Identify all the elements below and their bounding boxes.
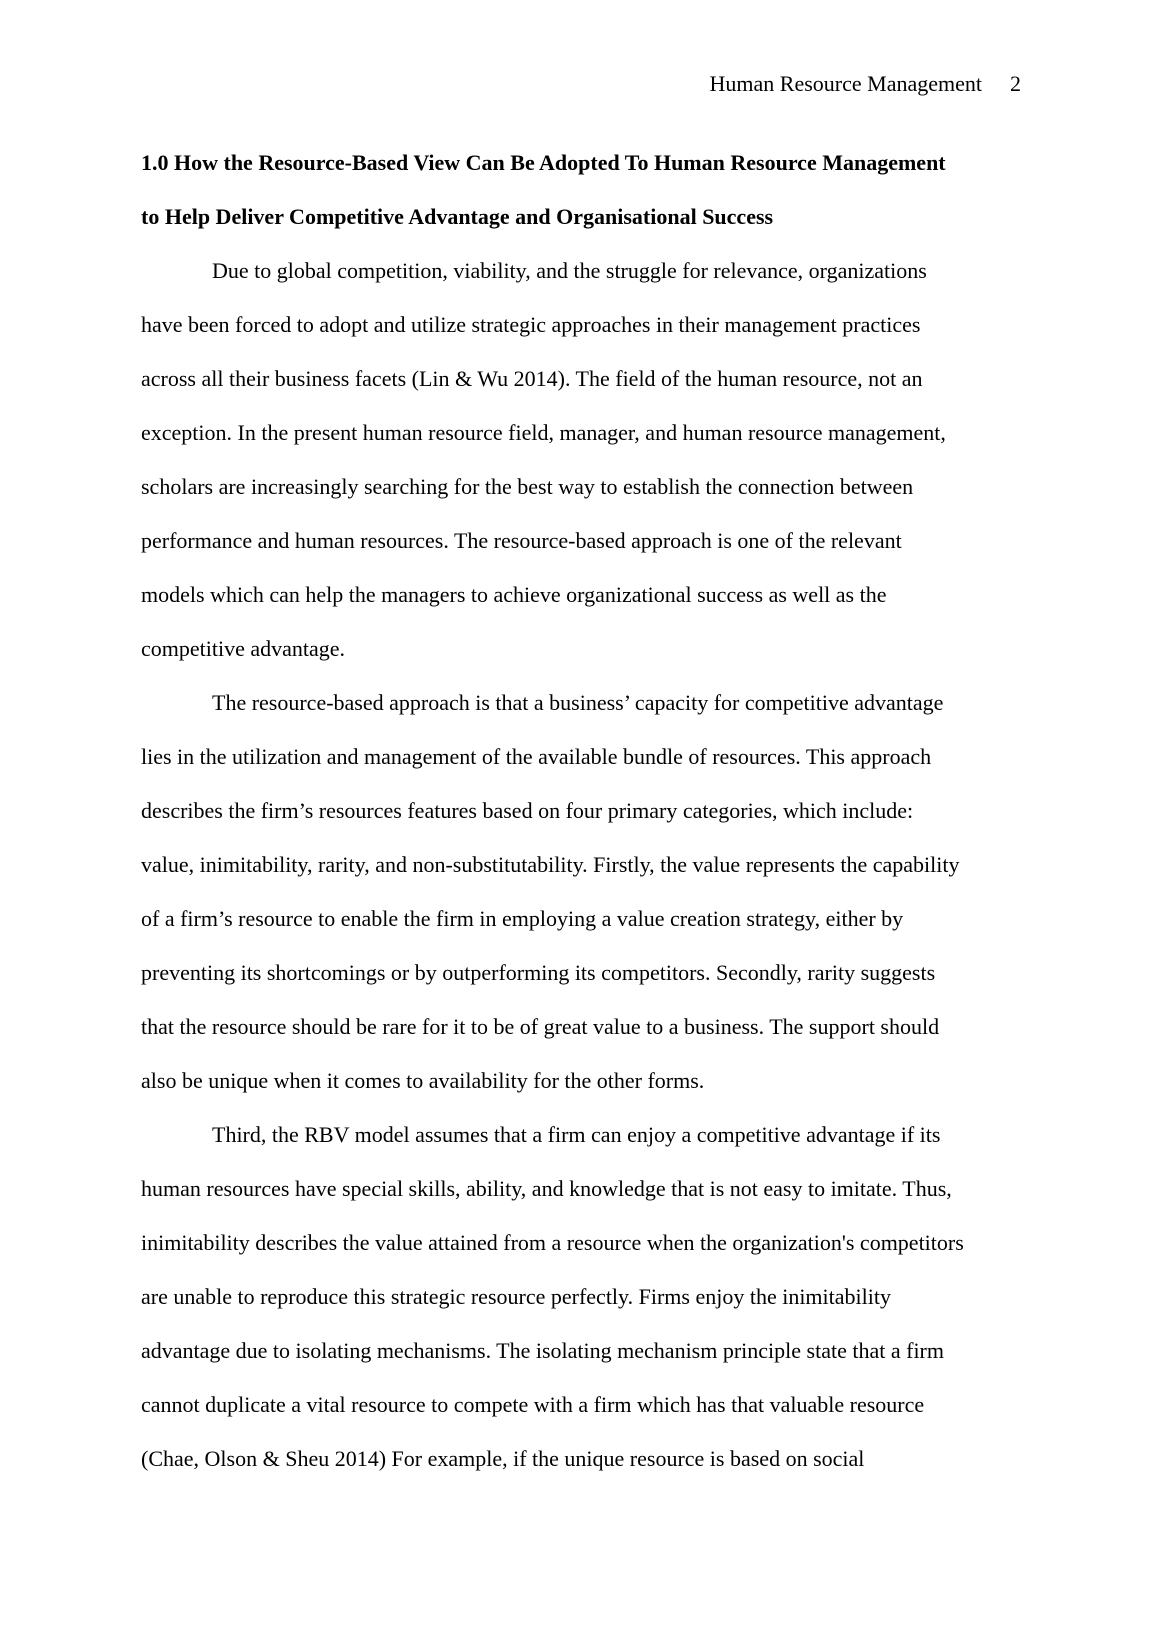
- paragraph-line: Third, the RBV model assumes that a firm can enjoy a competitive advantage if its: [212, 1122, 941, 1147]
- paragraph-2: [141, 676, 1021, 1108]
- paragraph-line: have been forced to adopt and utilize strategic approaches in their management practices: [141, 312, 921, 337]
- paragraph-line: advantage due to isolating mechanisms. The isolating mechanism principle state that a firm: [141, 1338, 944, 1363]
- heading-line: to Help Deliver Competitive Advantage and Organisational Success: [141, 204, 774, 229]
- paragraph-line: Due to global competition, viability, and the struggle for relevance, organizations: [212, 258, 927, 283]
- paragraph-1: [141, 244, 1021, 676]
- running-head-title: Human Resource Management: [709, 71, 982, 96]
- paragraph-line: models which can help the managers to achieve organizational success as well as the: [141, 582, 887, 607]
- paragraph-line: of a firm’s resource to enable the firm in employing a value creation strategy, either by: [141, 906, 904, 931]
- paragraph-line: also be unique when it comes to availability for the other forms.: [141, 1068, 705, 1093]
- paragraph-line: (Chae, Olson & Sheu 2014) For example, if the unique resource is based on social: [141, 1446, 865, 1471]
- paragraph-line: value, inimitability, rarity, and non-substitutability. Firstly, the value represents the capability: [141, 852, 960, 877]
- paragraph-line: across all their business facets (Lin & Wu 2014). The field of the human resource, not an: [141, 366, 923, 391]
- heading-line: 1.0 How the Resource-Based View Can Be Adopted To Human Resource Management: [141, 150, 946, 175]
- paragraph-line: cannot duplicate a vital resource to compete with a firm which has that valuable resource: [141, 1392, 925, 1417]
- document-body: [141, 136, 1021, 1486]
- paragraph-line: human resources have special skills, ability, and knowledge that is not easy to imitate. Thus,: [141, 1176, 952, 1201]
- paragraph-3: [141, 1108, 1021, 1486]
- paragraph-line: inimitability describes the value attained from a resource when the organization's competitors: [141, 1230, 964, 1255]
- paragraph-line: exception. In the present human resource field, manager, and human resource management,: [141, 420, 946, 445]
- paragraph-line: The resource-based approach is that a business’ capacity for competitive advantage: [212, 690, 944, 715]
- paragraph-line: scholars are increasingly searching for the best way to establish the connection between: [141, 474, 914, 499]
- page-number: 2: [1010, 71, 1021, 96]
- section-heading: [141, 136, 1021, 244]
- paragraph-line: preventing its shortcomings or by outperforming its competitors. Secondly, rarity suggests: [141, 960, 936, 985]
- paragraph-line: describes the firm’s resources features based on four primary categories, which include:: [141, 798, 914, 823]
- running-head: [710, 68, 1021, 100]
- paragraph-line: that the resource should be rare for it to be of great value to a business. The support should: [141, 1014, 940, 1039]
- paragraph-line: lies in the utilization and management of the available bundle of resources. This approach: [141, 744, 932, 769]
- paragraph-line: performance and human resources. The resource-based approach is one of the relevant: [141, 528, 902, 553]
- paragraph-line: are unable to reproduce this strategic resource perfectly. Firms enjoy the inimitability: [141, 1284, 891, 1309]
- paragraph-line: competitive advantage.: [141, 636, 346, 661]
